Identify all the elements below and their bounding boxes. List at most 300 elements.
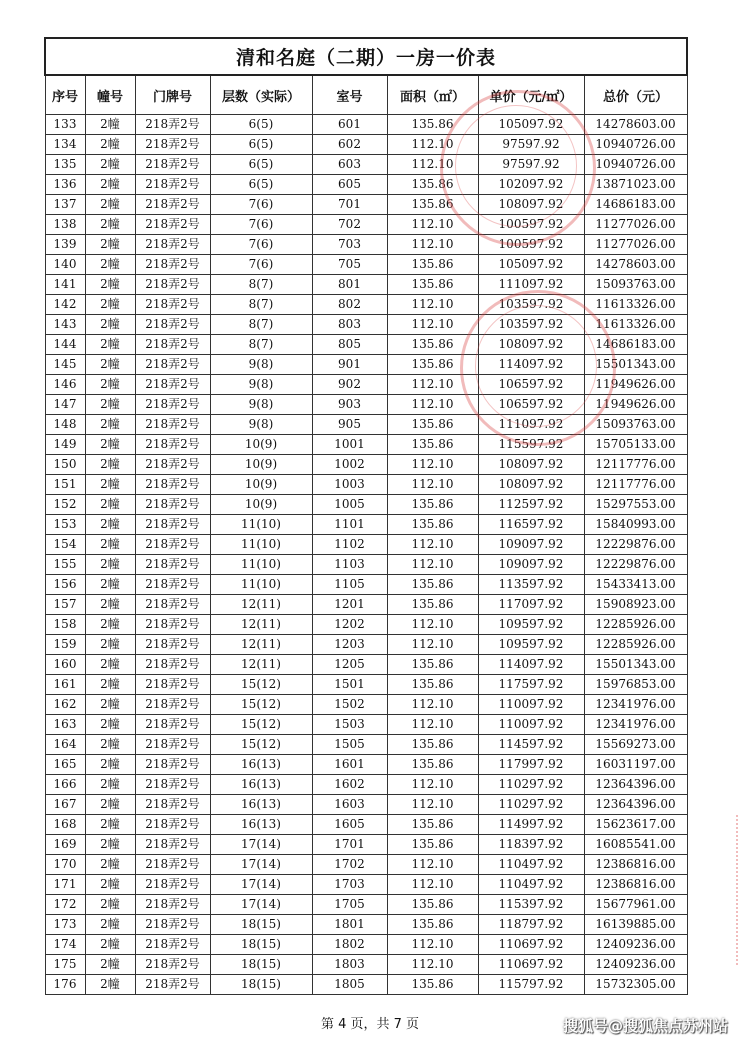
cell-room: 1601 xyxy=(312,755,387,775)
cell-room: 1103 xyxy=(312,555,387,575)
cell-total-price: 12229876.00 xyxy=(584,555,687,575)
cell-floor: 10(9) xyxy=(210,435,312,455)
cell-address: 218弄2号 xyxy=(135,815,210,835)
cell-total-price: 14686183.00 xyxy=(584,335,687,355)
cell-area: 112.10 xyxy=(387,135,478,155)
cell-building: 2幢 xyxy=(85,315,135,335)
cell-address: 218弄2号 xyxy=(135,575,210,595)
cell-area: 112.10 xyxy=(387,955,478,975)
cell-address: 218弄2号 xyxy=(135,675,210,695)
cell-address: 218弄2号 xyxy=(135,915,210,935)
cell-area: 135.86 xyxy=(387,435,478,455)
cell-address: 218弄2号 xyxy=(135,555,210,575)
cell-floor: 12(11) xyxy=(210,595,312,615)
cell-address: 218弄2号 xyxy=(135,595,210,615)
cell-index: 172 xyxy=(45,895,85,915)
edge-seal-mark xyxy=(726,815,738,965)
cell-building: 2幢 xyxy=(85,535,135,555)
table-row xyxy=(45,595,687,615)
cell-area: 112.10 xyxy=(387,295,478,315)
cell-total-price: 15623617.00 xyxy=(584,815,687,835)
table-row xyxy=(45,235,687,255)
cell-building: 2幢 xyxy=(85,875,135,895)
cell-building: 2幢 xyxy=(85,695,135,715)
cell-floor: 6(5) xyxy=(210,135,312,155)
cell-building: 2幢 xyxy=(85,635,135,655)
cell-floor: 16(13) xyxy=(210,795,312,815)
cell-address: 218弄2号 xyxy=(135,235,210,255)
cell-address: 218弄2号 xyxy=(135,695,210,715)
cell-floor: 8(7) xyxy=(210,315,312,335)
table-row xyxy=(45,975,687,995)
cell-unit-price: 111097.92 xyxy=(478,275,584,295)
cell-room: 903 xyxy=(312,395,387,415)
cell-index: 160 xyxy=(45,655,85,675)
cell-unit-price: 110297.92 xyxy=(478,775,584,795)
cell-index: 173 xyxy=(45,915,85,935)
cell-unit-price: 117997.92 xyxy=(478,755,584,775)
cell-address: 218弄2号 xyxy=(135,795,210,815)
cell-room: 902 xyxy=(312,375,387,395)
cell-total-price: 12117776.00 xyxy=(584,475,687,495)
cell-total-price: 15501343.00 xyxy=(584,655,687,675)
cell-total-price: 12285926.00 xyxy=(584,615,687,635)
header-index: 序号 xyxy=(45,75,85,115)
cell-building: 2幢 xyxy=(85,435,135,455)
cell-room: 1101 xyxy=(312,515,387,535)
cell-index: 159 xyxy=(45,635,85,655)
cell-total-price: 15677961.00 xyxy=(584,895,687,915)
cell-room: 605 xyxy=(312,175,387,195)
cell-unit-price: 117597.92 xyxy=(478,675,584,695)
cell-building: 2幢 xyxy=(85,855,135,875)
cell-index: 156 xyxy=(45,575,85,595)
cell-unit-price: 112597.92 xyxy=(478,495,584,515)
cell-floor: 15(12) xyxy=(210,715,312,735)
cell-index: 154 xyxy=(45,535,85,555)
cell-unit-price: 110697.92 xyxy=(478,955,584,975)
cell-total-price: 15569273.00 xyxy=(584,735,687,755)
cell-address: 218弄2号 xyxy=(135,855,210,875)
cell-index: 148 xyxy=(45,415,85,435)
table-row xyxy=(45,915,687,935)
cell-area: 135.86 xyxy=(387,175,478,195)
cell-room: 1002 xyxy=(312,455,387,475)
column-headers xyxy=(45,75,687,115)
cell-room: 1102 xyxy=(312,535,387,555)
table-row xyxy=(45,275,687,295)
cell-room: 601 xyxy=(312,115,387,135)
cell-floor: 18(15) xyxy=(210,915,312,935)
cell-unit-price: 118397.92 xyxy=(478,835,584,855)
cell-index: 149 xyxy=(45,435,85,455)
cell-address: 218弄2号 xyxy=(135,975,210,995)
cell-room: 905 xyxy=(312,415,387,435)
cell-total-price: 15840993.00 xyxy=(584,515,687,535)
cell-unit-price: 108097.92 xyxy=(478,455,584,475)
cell-building: 2幢 xyxy=(85,935,135,955)
header-building: 幢号 xyxy=(85,75,135,115)
cell-unit-price: 110497.92 xyxy=(478,855,584,875)
cell-room: 901 xyxy=(312,355,387,375)
cell-index: 136 xyxy=(45,175,85,195)
table-row xyxy=(45,195,687,215)
cell-floor: 9(8) xyxy=(210,375,312,395)
cell-total-price: 12364396.00 xyxy=(584,795,687,815)
cell-floor: 7(6) xyxy=(210,215,312,235)
cell-floor: 11(10) xyxy=(210,515,312,535)
cell-room: 1803 xyxy=(312,955,387,975)
cell-building: 2幢 xyxy=(85,815,135,835)
cell-area: 135.86 xyxy=(387,835,478,855)
cell-total-price: 15433413.00 xyxy=(584,575,687,595)
cell-area: 135.86 xyxy=(387,895,478,915)
cell-area: 135.86 xyxy=(387,495,478,515)
cell-room: 702 xyxy=(312,215,387,235)
cell-room: 703 xyxy=(312,235,387,255)
table-title: 清和名庭（二期）一房一价表 xyxy=(45,38,687,75)
cell-building: 2幢 xyxy=(85,655,135,675)
cell-floor: 7(6) xyxy=(210,235,312,255)
cell-room: 1702 xyxy=(312,855,387,875)
cell-building: 2幢 xyxy=(85,575,135,595)
table-row xyxy=(45,835,687,855)
cell-index: 142 xyxy=(45,295,85,315)
table-body xyxy=(45,115,687,995)
cell-address: 218弄2号 xyxy=(135,875,210,895)
cell-unit-price: 110497.92 xyxy=(478,875,584,895)
cell-building: 2幢 xyxy=(85,475,135,495)
cell-floor: 6(5) xyxy=(210,115,312,135)
cell-building: 2幢 xyxy=(85,735,135,755)
table-row xyxy=(45,175,687,195)
cell-room: 705 xyxy=(312,255,387,275)
cell-address: 218弄2号 xyxy=(135,415,210,435)
table-row xyxy=(45,155,687,175)
cell-total-price: 15501343.00 xyxy=(584,355,687,375)
cell-unit-price: 117097.92 xyxy=(478,595,584,615)
cell-room: 1105 xyxy=(312,575,387,595)
cell-floor: 9(8) xyxy=(210,355,312,375)
cell-building: 2幢 xyxy=(85,215,135,235)
cell-room: 603 xyxy=(312,155,387,175)
cell-floor: 16(13) xyxy=(210,755,312,775)
cell-building: 2幢 xyxy=(85,835,135,855)
cell-floor: 18(15) xyxy=(210,975,312,995)
header-unit-price: 单价（元/㎡） xyxy=(478,75,584,115)
cell-building: 2幢 xyxy=(85,175,135,195)
table-row xyxy=(45,655,687,675)
cell-total-price: 15297553.00 xyxy=(584,495,687,515)
cell-building: 2幢 xyxy=(85,335,135,355)
cell-total-price: 11277026.00 xyxy=(584,215,687,235)
price-table xyxy=(44,37,688,995)
cell-address: 218弄2号 xyxy=(135,935,210,955)
cell-total-price: 16139885.00 xyxy=(584,915,687,935)
table-row xyxy=(45,635,687,655)
cell-total-price: 15093763.00 xyxy=(584,275,687,295)
cell-floor: 6(5) xyxy=(210,155,312,175)
cell-room: 1201 xyxy=(312,595,387,615)
cell-index: 146 xyxy=(45,375,85,395)
cell-address: 218弄2号 xyxy=(135,735,210,755)
cell-total-price: 12386816.00 xyxy=(584,855,687,875)
cell-index: 162 xyxy=(45,695,85,715)
cell-address: 218弄2号 xyxy=(135,435,210,455)
table-row xyxy=(45,895,687,915)
cell-building: 2幢 xyxy=(85,135,135,155)
table-row xyxy=(45,755,687,775)
cell-address: 218弄2号 xyxy=(135,375,210,395)
cell-total-price: 11949626.00 xyxy=(584,395,687,415)
cell-floor: 12(11) xyxy=(210,615,312,635)
cell-room: 1203 xyxy=(312,635,387,655)
cell-unit-price: 108097.92 xyxy=(478,475,584,495)
cell-floor: 17(14) xyxy=(210,835,312,855)
cell-room: 1705 xyxy=(312,895,387,915)
cell-area: 112.10 xyxy=(387,555,478,575)
header-floor: 层数（实际） xyxy=(210,75,312,115)
cell-index: 163 xyxy=(45,715,85,735)
cell-index: 166 xyxy=(45,775,85,795)
cell-index: 153 xyxy=(45,515,85,535)
cell-address: 218弄2号 xyxy=(135,635,210,655)
cell-index: 155 xyxy=(45,555,85,575)
table-row xyxy=(45,135,687,155)
cell-address: 218弄2号 xyxy=(135,535,210,555)
cell-unit-price: 116597.92 xyxy=(478,515,584,535)
cell-area: 135.86 xyxy=(387,755,478,775)
cell-unit-price: 106597.92 xyxy=(478,375,584,395)
cell-index: 151 xyxy=(45,475,85,495)
table-row xyxy=(45,315,687,335)
cell-room: 1005 xyxy=(312,495,387,515)
table-row xyxy=(45,555,687,575)
table-row xyxy=(45,775,687,795)
cell-address: 218弄2号 xyxy=(135,295,210,315)
cell-unit-price: 110297.92 xyxy=(478,795,584,815)
cell-address: 218弄2号 xyxy=(135,895,210,915)
cell-building: 2幢 xyxy=(85,455,135,475)
cell-floor: 18(15) xyxy=(210,935,312,955)
cell-area: 135.86 xyxy=(387,195,478,215)
cell-total-price: 12341976.00 xyxy=(584,695,687,715)
cell-area: 135.86 xyxy=(387,255,478,275)
table-row xyxy=(45,475,687,495)
cell-room: 1602 xyxy=(312,775,387,795)
cell-index: 164 xyxy=(45,735,85,755)
cell-index: 152 xyxy=(45,495,85,515)
cell-building: 2幢 xyxy=(85,675,135,695)
cell-floor: 15(12) xyxy=(210,695,312,715)
cell-building: 2幢 xyxy=(85,555,135,575)
cell-index: 137 xyxy=(45,195,85,215)
cell-area: 112.10 xyxy=(387,935,478,955)
cell-floor: 7(6) xyxy=(210,195,312,215)
cell-index: 140 xyxy=(45,255,85,275)
cell-area: 135.86 xyxy=(387,675,478,695)
cell-unit-price: 106597.92 xyxy=(478,395,584,415)
cell-unit-price: 118797.92 xyxy=(478,915,584,935)
cell-floor: 9(8) xyxy=(210,395,312,415)
cell-area: 112.10 xyxy=(387,235,478,255)
cell-area: 135.86 xyxy=(387,115,478,135)
cell-total-price: 11277026.00 xyxy=(584,235,687,255)
cell-total-price: 16085541.00 xyxy=(584,835,687,855)
cell-room: 602 xyxy=(312,135,387,155)
table-row xyxy=(45,735,687,755)
cell-address: 218弄2号 xyxy=(135,835,210,855)
cell-area: 135.86 xyxy=(387,595,478,615)
cell-unit-price: 103597.92 xyxy=(478,295,584,315)
cell-floor: 17(14) xyxy=(210,895,312,915)
table-row xyxy=(45,375,687,395)
cell-area: 135.86 xyxy=(387,415,478,435)
cell-index: 134 xyxy=(45,135,85,155)
table-row xyxy=(45,335,687,355)
cell-unit-price: 109597.92 xyxy=(478,615,584,635)
cell-area: 135.86 xyxy=(387,275,478,295)
table-row xyxy=(45,675,687,695)
cell-index: 161 xyxy=(45,675,85,695)
cell-address: 218弄2号 xyxy=(135,215,210,235)
cell-address: 218弄2号 xyxy=(135,715,210,735)
cell-total-price: 15093763.00 xyxy=(584,415,687,435)
table-row xyxy=(45,855,687,875)
cell-unit-price: 110097.92 xyxy=(478,715,584,735)
cell-total-price: 10940726.00 xyxy=(584,155,687,175)
header-total-price: 总价（元） xyxy=(584,75,687,115)
table-row xyxy=(45,935,687,955)
cell-floor: 7(6) xyxy=(210,255,312,275)
cell-floor: 9(8) xyxy=(210,415,312,435)
cell-index: 143 xyxy=(45,315,85,335)
cell-total-price: 16031197.00 xyxy=(584,755,687,775)
cell-total-price: 14278603.00 xyxy=(584,115,687,135)
cell-address: 218弄2号 xyxy=(135,955,210,975)
cell-unit-price: 103597.92 xyxy=(478,315,584,335)
cell-area: 135.86 xyxy=(387,975,478,995)
table-row xyxy=(45,615,687,635)
cell-room: 1501 xyxy=(312,675,387,695)
cell-floor: 15(12) xyxy=(210,735,312,755)
cell-room: 801 xyxy=(312,275,387,295)
cell-floor: 16(13) xyxy=(210,815,312,835)
cell-building: 2幢 xyxy=(85,615,135,635)
table-row xyxy=(45,955,687,975)
cell-address: 218弄2号 xyxy=(135,155,210,175)
cell-address: 218弄2号 xyxy=(135,335,210,355)
cell-index: 165 xyxy=(45,755,85,775)
cell-index: 175 xyxy=(45,955,85,975)
cell-address: 218弄2号 xyxy=(135,315,210,335)
cell-building: 2幢 xyxy=(85,115,135,135)
table-row xyxy=(45,815,687,835)
cell-area: 135.86 xyxy=(387,655,478,675)
cell-building: 2幢 xyxy=(85,235,135,255)
cell-building: 2幢 xyxy=(85,795,135,815)
cell-unit-price: 111097.92 xyxy=(478,415,584,435)
cell-area: 112.10 xyxy=(387,615,478,635)
cell-total-price: 12409236.00 xyxy=(584,935,687,955)
cell-area: 135.86 xyxy=(387,575,478,595)
cell-area: 112.10 xyxy=(387,315,478,335)
cell-index: 169 xyxy=(45,835,85,855)
table-row xyxy=(45,435,687,455)
cell-area: 112.10 xyxy=(387,215,478,235)
table-row xyxy=(45,515,687,535)
cell-unit-price: 105097.92 xyxy=(478,255,584,275)
cell-area: 112.10 xyxy=(387,855,478,875)
cell-unit-price: 114997.92 xyxy=(478,815,584,835)
cell-total-price: 12364396.00 xyxy=(584,775,687,795)
cell-unit-price: 114597.92 xyxy=(478,735,584,755)
cell-floor: 11(10) xyxy=(210,535,312,555)
cell-total-price: 14278603.00 xyxy=(584,255,687,275)
cell-index: 135 xyxy=(45,155,85,175)
cell-address: 218弄2号 xyxy=(135,395,210,415)
table-row xyxy=(45,575,687,595)
cell-building: 2幢 xyxy=(85,755,135,775)
cell-floor: 17(14) xyxy=(210,855,312,875)
cell-unit-price: 108097.92 xyxy=(478,335,584,355)
cell-area: 112.10 xyxy=(387,395,478,415)
cell-room: 701 xyxy=(312,195,387,215)
cell-area: 135.86 xyxy=(387,735,478,755)
cell-total-price: 15908923.00 xyxy=(584,595,687,615)
cell-index: 158 xyxy=(45,615,85,635)
cell-room: 1505 xyxy=(312,735,387,755)
cell-building: 2幢 xyxy=(85,715,135,735)
cell-total-price: 11949626.00 xyxy=(584,375,687,395)
cell-total-price: 12409236.00 xyxy=(584,955,687,975)
table-row xyxy=(45,255,687,275)
cell-building: 2幢 xyxy=(85,255,135,275)
cell-area: 135.86 xyxy=(387,515,478,535)
cell-room: 805 xyxy=(312,335,387,355)
page-footer: 第 4 页，共 7 页 xyxy=(320,1017,420,1032)
cell-unit-price: 115597.92 xyxy=(478,435,584,455)
cell-building: 2幢 xyxy=(85,515,135,535)
table-row xyxy=(45,455,687,475)
cell-unit-price: 109097.92 xyxy=(478,555,584,575)
cell-index: 167 xyxy=(45,795,85,815)
cell-unit-price: 110697.92 xyxy=(478,935,584,955)
cell-floor: 17(14) xyxy=(210,875,312,895)
cell-total-price: 12229876.00 xyxy=(584,535,687,555)
table-row xyxy=(45,535,687,555)
cell-area: 112.10 xyxy=(387,715,478,735)
cell-building: 2幢 xyxy=(85,595,135,615)
cell-index: 147 xyxy=(45,395,85,415)
cell-area: 112.10 xyxy=(387,455,478,475)
cell-address: 218弄2号 xyxy=(135,115,210,135)
table-row xyxy=(45,295,687,315)
cell-area: 112.10 xyxy=(387,795,478,815)
cell-floor: 10(9) xyxy=(210,455,312,475)
cell-floor: 12(11) xyxy=(210,635,312,655)
cell-index: 141 xyxy=(45,275,85,295)
cell-building: 2幢 xyxy=(85,955,135,975)
cell-address: 218弄2号 xyxy=(135,255,210,275)
cell-building: 2幢 xyxy=(85,155,135,175)
cell-building: 2幢 xyxy=(85,275,135,295)
cell-building: 2幢 xyxy=(85,775,135,795)
cell-unit-price: 115797.92 xyxy=(478,975,584,995)
cell-building: 2幢 xyxy=(85,975,135,995)
cell-room: 1605 xyxy=(312,815,387,835)
cell-total-price: 15732305.00 xyxy=(584,975,687,995)
